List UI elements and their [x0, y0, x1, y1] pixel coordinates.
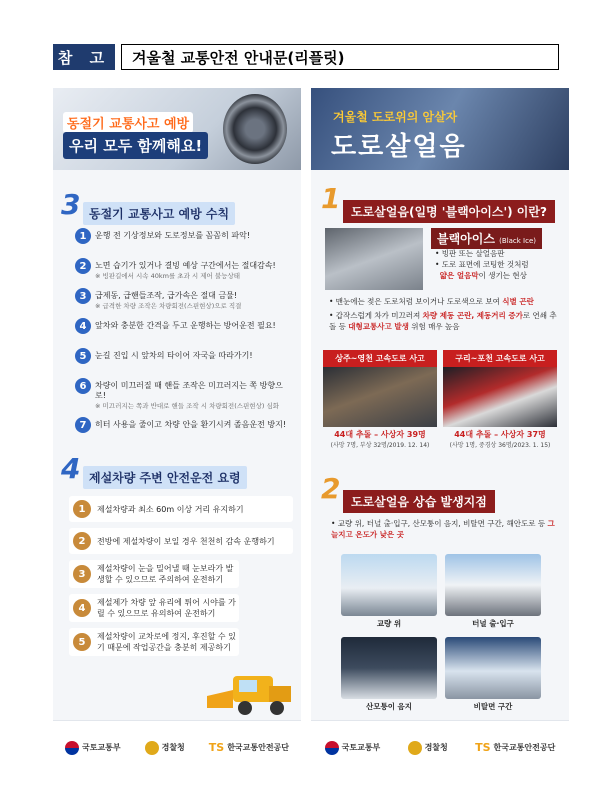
item-number: 3: [73, 565, 91, 583]
item-number: 6: [75, 378, 91, 394]
item-number: 4: [73, 599, 91, 617]
item-number: 4: [75, 318, 91, 334]
location-tile: [341, 637, 437, 712]
item-text: 제설제가 차량 앞 유리에 튀어 시야를 가릴 수 있으므로 유의하여 운전하기: [97, 598, 236, 618]
section2-number: 2: [321, 472, 341, 505]
section2-description: • 교량 위, 터널 출·입구, 산모퉁이 음지, 비탈면 구간, 해안도로 등 그늘지고 온도가 낮은 곳: [331, 519, 555, 539]
reference-tag: 참 고: [53, 44, 115, 70]
section3-list: [75, 228, 291, 447]
leaflet-left-panel: [53, 88, 301, 774]
item-number: 5: [75, 348, 91, 364]
item-text: 운행 전 기상정보와 도로정보를 꼼꼼히 파악!: [95, 231, 251, 240]
snowplow-truck-illustration: [203, 668, 293, 718]
left-banner-line1: 동절기 교통사고 예방: [63, 112, 193, 133]
item-number: 2: [75, 258, 91, 274]
list-item: [75, 318, 291, 342]
section3-title: 동절기 교통사고 예방 수칙: [83, 202, 235, 225]
list-item: [75, 378, 291, 411]
shaded-corner-illustration: [341, 637, 437, 699]
leaflet-right-panel: [311, 88, 569, 774]
kotsa-logo: TS 한국교통안전공단: [475, 741, 556, 754]
section2-title: 도로살얼음 상습 발생지점: [343, 490, 495, 513]
accident-photo: [443, 367, 557, 427]
police-logo: 경찰청: [145, 741, 185, 755]
list-item: [69, 496, 293, 522]
list-item: [69, 628, 239, 656]
ice-location-grid: [341, 554, 541, 712]
right-banner-line1: 겨울철 도로위의 암살자: [333, 110, 458, 124]
black-ice-definition: • 빙판 또는 살얼음판 • 도로 표면에 코팅한 것처럼 얇은 얼음막이 생기는 현상: [435, 249, 529, 280]
location-caption: 산모퉁이 음지: [365, 702, 413, 711]
left-footer: [53, 720, 301, 774]
list-item: [75, 288, 291, 312]
location-tile: [445, 637, 541, 712]
list-item: [69, 560, 239, 588]
item-number: 5: [73, 633, 91, 651]
left-banner-line2: 우리 모두 함께해요!: [63, 132, 208, 159]
accident-count: 44대 추돌 – 사상자 37명: [454, 430, 546, 439]
left-banner: [53, 88, 301, 170]
section3-number: 3: [61, 188, 81, 221]
black-ice-photo: [325, 228, 423, 290]
item-number: 2: [73, 532, 91, 550]
item-text: 눈길 진입 시 앞차의 타이어 자국을 따라가기!: [95, 351, 253, 360]
molit-logo: 국토교통부: [65, 741, 121, 755]
list-item: [75, 348, 291, 372]
item-text: 급제동, 급핸들조작, 급가속은 절대 금물! ※ 급격한 차량 조작은 차량회전(스핀현상)으로 직결: [95, 291, 242, 310]
item-text: 노면 습기가 있거나 결빙 예상 구간에서는 절대감속! ※ 빙판길에서 시속 40km를 초과 시 제어 불능상태: [95, 261, 276, 280]
item-text: 제설차량과 최소 60m 이상 거리 유지하기: [97, 504, 244, 514]
section1-number: 1: [321, 182, 341, 215]
right-banner: [311, 88, 569, 170]
item-text: 차량이 미끄러질 때 핸들 조작은 미끄러지는 쪽 방향으로! ※ 미끄러지는 쪽과 반대로 핸들 조작 시 차량회전(스핀현상) 심화: [95, 381, 283, 410]
item-number: 7: [75, 417, 91, 433]
right-footer: [311, 720, 569, 774]
black-ice-danger-text: • 맨눈에는 젖은 도로처럼 보이거나 도로색으로 보여 식별 곤란 • 갑작스럽게 차가 미끄러져 차량 제동 곤란, 제동거리 증가로 연쇄 추돌 등 대형교통사고 발생 위험 매우 높음: [329, 297, 557, 331]
location-caption: 교량 위: [376, 619, 402, 628]
accident-card-guri: [443, 350, 557, 449]
accident-photo: [323, 367, 437, 427]
kotsa-logo: TS 한국교통안전공단: [208, 741, 290, 754]
item-text: 앞차와 충분한 간격을 두고 운행하는 방어운전 필요!: [95, 321, 276, 330]
item-number: 3: [75, 288, 91, 304]
section4-number: 4: [61, 452, 81, 485]
location-caption: 비탈면 구간: [473, 702, 513, 711]
right-banner-line2: 도로살얼음: [331, 132, 467, 162]
slope-illustration: [445, 637, 541, 699]
item-number: 1: [73, 500, 91, 518]
section4-list: [69, 496, 293, 662]
molit-logo: 국토교통부: [325, 741, 381, 755]
accident-title: 상주~영천 고속도로 사고: [323, 350, 437, 367]
item-text: 제설차량이 눈을 밀어낼 때 눈보라가 발생할 수 있으므로 주의하여 운전하기: [97, 564, 234, 584]
police-logo: 경찰청: [408, 741, 448, 755]
list-item: [69, 528, 293, 554]
location-tile: [341, 554, 437, 629]
list-item: [69, 594, 239, 622]
item-text: 전방에 제설차량이 보일 경우 천천히 감속 운행하기: [97, 536, 275, 546]
location-caption: 터널 출·입구: [472, 619, 514, 628]
item-text: 제설차량이 교차로에 정지, 후진할 수 있기 때문에 작업공간을 충분히 제공하기: [97, 632, 236, 652]
accident-date: (사망 1명, 중경상 36명/2023. 1. 15): [449, 442, 551, 449]
black-ice-label: 블랙아이스 (Black Ice): [431, 228, 542, 249]
tire-image: [223, 94, 287, 164]
list-item: [75, 417, 291, 441]
section1-title: 도로살얼음(일명 '블랙아이스') 이란?: [343, 200, 555, 223]
item-number: 1: [75, 228, 91, 244]
item-text: 히터 사용을 줄이고 차량 안을 환기시켜 졸음운전 방지!: [95, 420, 287, 429]
bridge-illustration: [341, 554, 437, 616]
accident-date: (사망 7명, 부상 32명/2019. 12. 14): [330, 442, 430, 449]
list-item: [75, 258, 291, 282]
section4-title: 제설차량 주변 안전운전 요령: [83, 466, 247, 489]
document-header: [53, 44, 559, 70]
tunnel-illustration: [445, 554, 541, 616]
accident-title: 구리~포천 고속도로 사고: [443, 350, 557, 367]
document-title: 겨울철 교통안전 안내문(리플릿): [121, 44, 559, 70]
location-tile: [445, 554, 541, 629]
accident-card-sangju: [323, 350, 437, 449]
accident-count: 44대 추돌 – 사상자 39명: [334, 430, 426, 439]
list-item: [75, 228, 291, 252]
